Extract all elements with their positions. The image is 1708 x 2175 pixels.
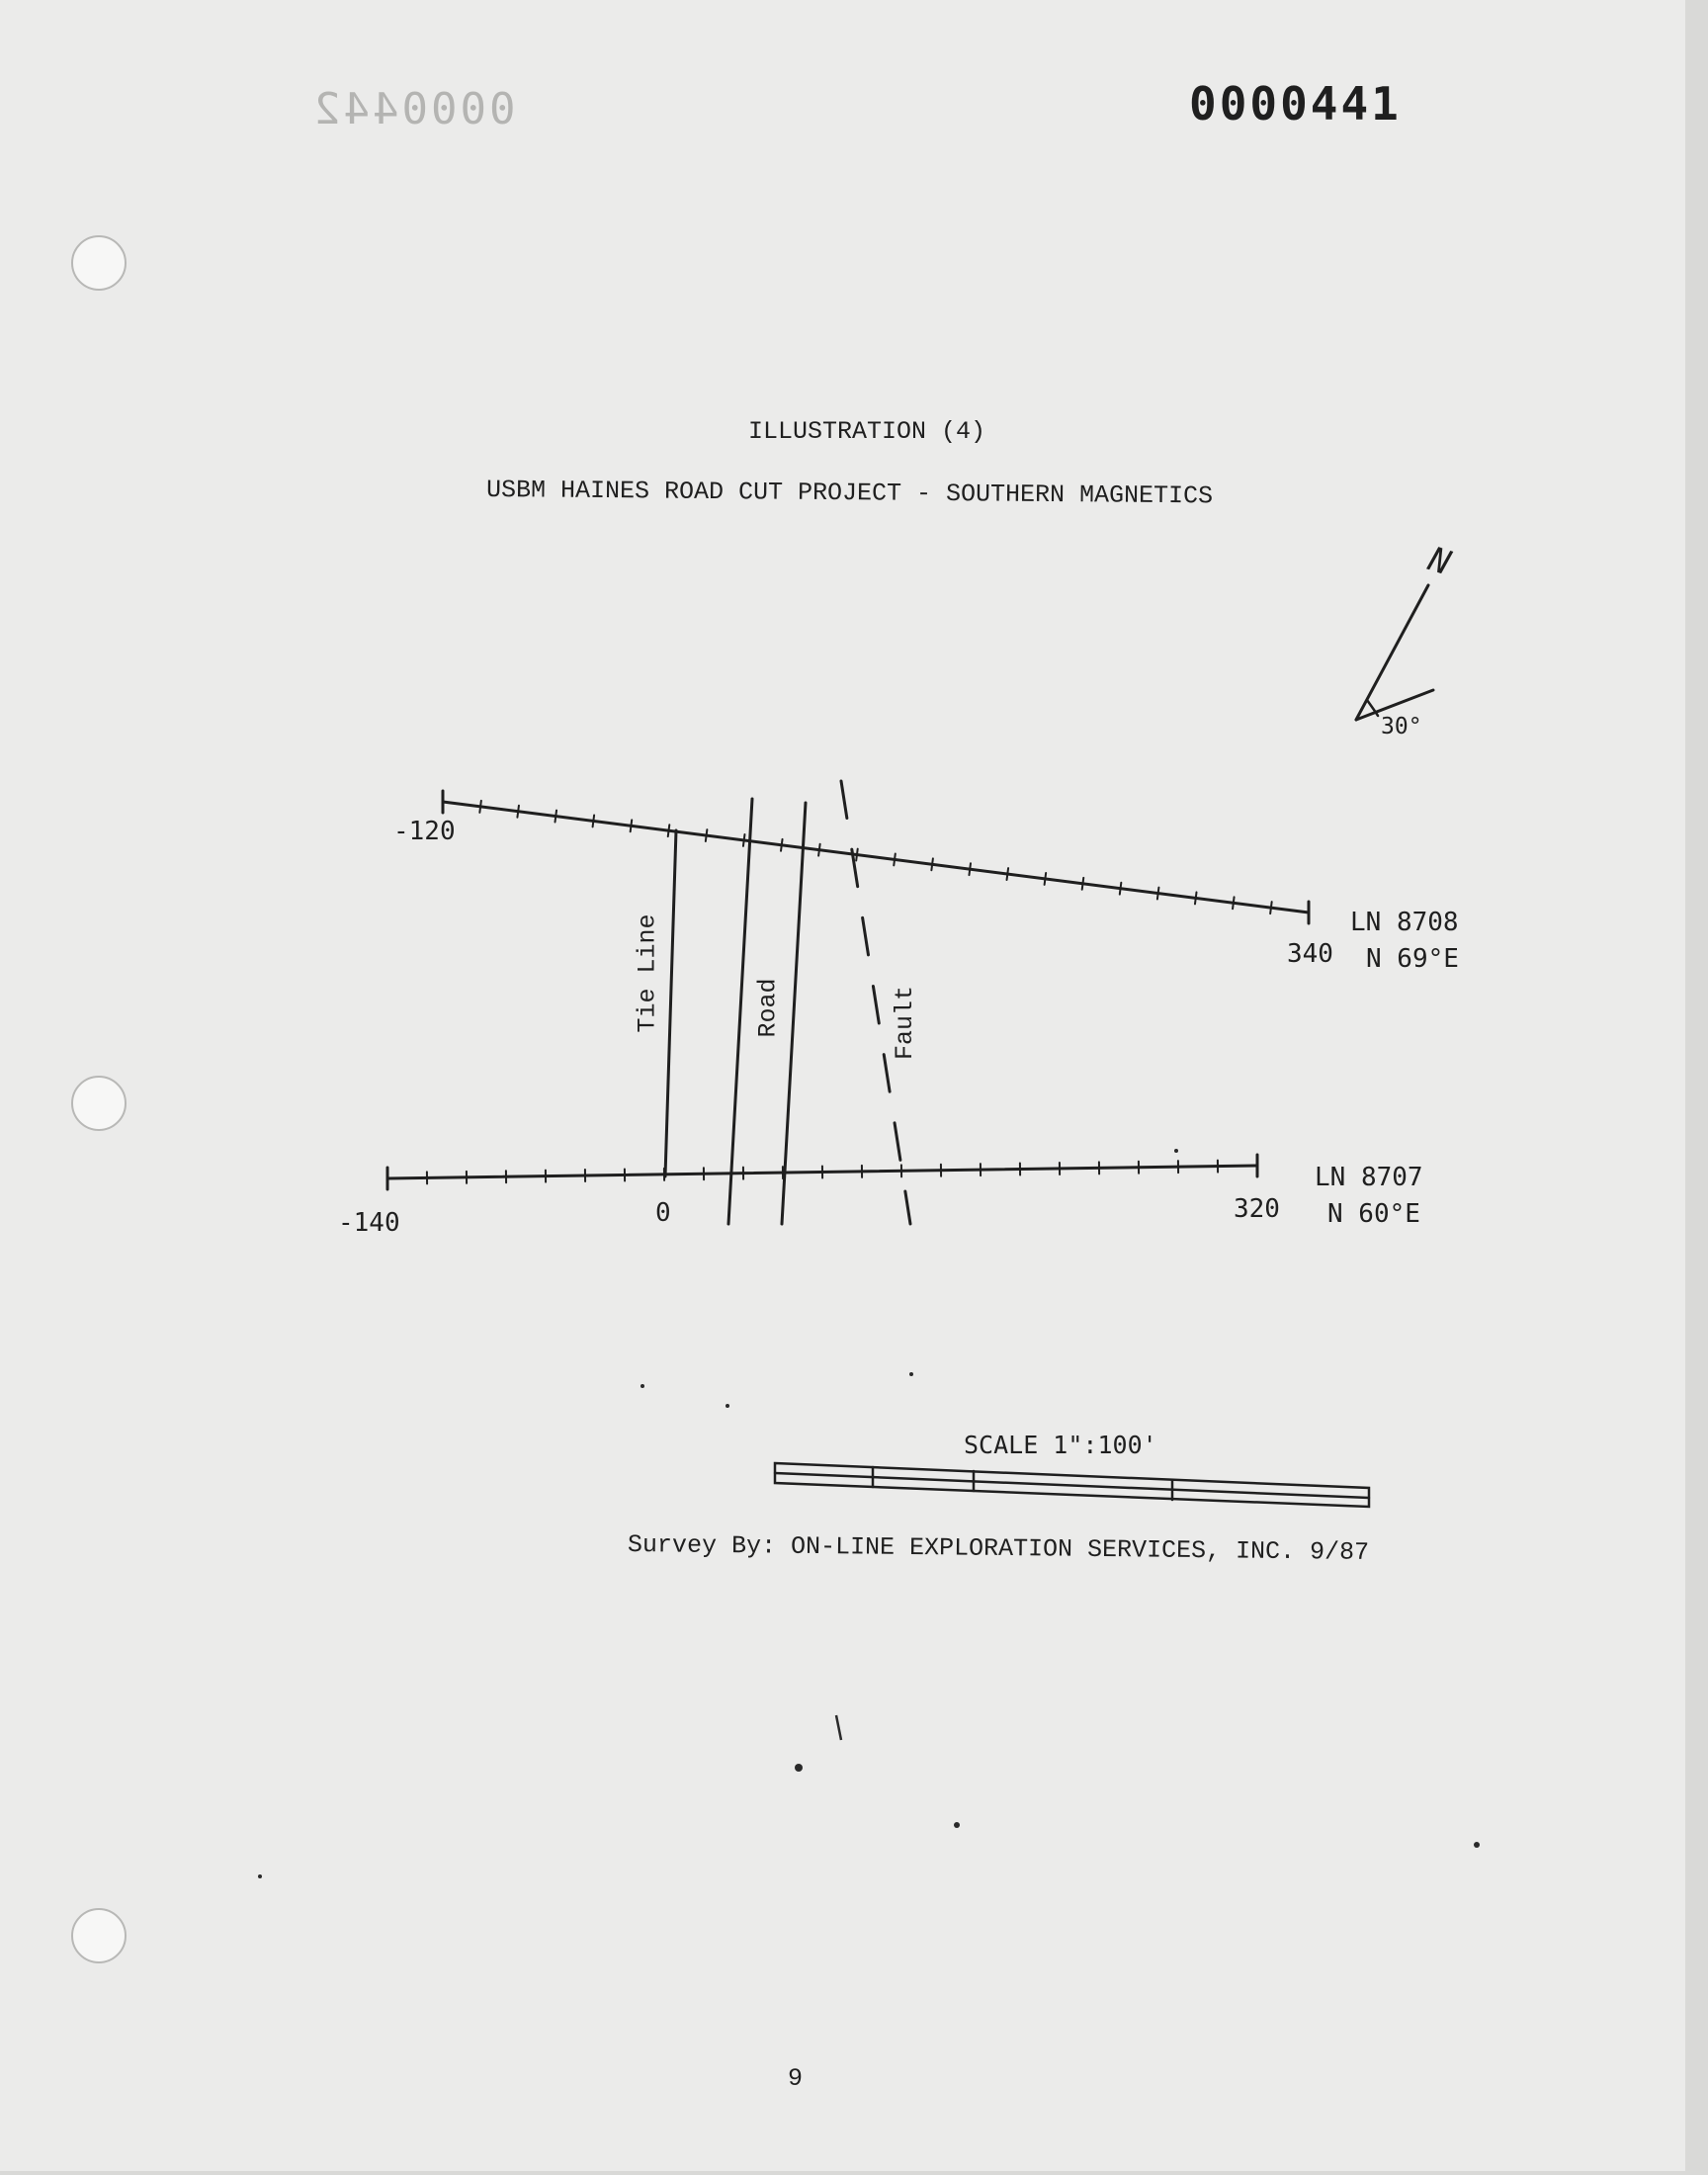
ln8707-bearing: N 60°E bbox=[1327, 1199, 1420, 1229]
tick-mark bbox=[856, 849, 858, 861]
ln8708-start-label: -120 bbox=[393, 817, 456, 846]
tick-mark bbox=[631, 820, 633, 831]
page-title: USBM HAINES ROAD CUT PROJECT - SOUTHERN MAGNETICS bbox=[485, 476, 1214, 511]
tick-mark bbox=[593, 816, 595, 827]
tick-mark bbox=[517, 806, 519, 818]
tick-mark bbox=[781, 839, 783, 851]
tick-mark bbox=[743, 834, 745, 846]
tick-mark bbox=[555, 811, 556, 823]
tick-mark bbox=[1195, 892, 1197, 904]
paper-specks bbox=[258, 1149, 1480, 1878]
ln8708-name: LN 8708 bbox=[1350, 908, 1459, 937]
paper-mark bbox=[836, 1715, 841, 1740]
tick-mark bbox=[668, 825, 670, 836]
ln8707-end-label: 320 bbox=[1234, 1194, 1280, 1224]
tick-mark bbox=[706, 829, 708, 841]
tick-mark bbox=[1045, 873, 1047, 885]
tick-mark bbox=[931, 858, 933, 870]
tick-mark bbox=[894, 853, 896, 865]
ln8707-name: LN 8707 bbox=[1315, 1163, 1423, 1192]
road-label: Road bbox=[753, 978, 783, 1038]
road-edge-east bbox=[782, 803, 806, 1224]
tick-mark bbox=[1082, 878, 1084, 890]
survey-credit: Survey By: ON-LINE EXPLORATION SERVICES, INC. 9/87 bbox=[627, 1530, 1370, 1567]
ln8708-end-label: 340 bbox=[1287, 939, 1333, 969]
tick-mark bbox=[1233, 897, 1235, 909]
tick-mark bbox=[479, 801, 481, 813]
tick-mark bbox=[1120, 883, 1122, 895]
ln8708-bearing: N 69°E bbox=[1366, 944, 1459, 974]
scale-label: SCALE 1":100' bbox=[964, 1431, 1157, 1459]
scale-bar bbox=[775, 1463, 1369, 1507]
tick-mark bbox=[1270, 902, 1272, 914]
bates-number: 0000441 bbox=[1189, 77, 1402, 130]
tick-mark bbox=[818, 844, 820, 856]
tick-mark bbox=[969, 863, 971, 875]
illustration-label: ILLUSTRATION (4) bbox=[748, 417, 986, 446]
tie-line bbox=[665, 830, 676, 1176]
tick-mark bbox=[1007, 868, 1009, 880]
north-label: N bbox=[1423, 539, 1456, 584]
page-number: 9 bbox=[788, 2064, 804, 2093]
fault-label: Fault bbox=[891, 985, 920, 1061]
north-angle-label: 30° bbox=[1381, 714, 1422, 740]
tick-mark bbox=[1157, 888, 1159, 900]
ln8707-zero-label: 0 bbox=[655, 1198, 671, 1228]
bates-number-bleed: 0000442 bbox=[311, 84, 516, 134]
road-edge-west bbox=[728, 799, 752, 1224]
line-ln8708 bbox=[443, 791, 1309, 923]
ln8707-start-label: -140 bbox=[338, 1208, 400, 1238]
line-ln8707-ticks bbox=[427, 1161, 1218, 1184]
tie-line-label: Tie Line bbox=[633, 914, 662, 1033]
